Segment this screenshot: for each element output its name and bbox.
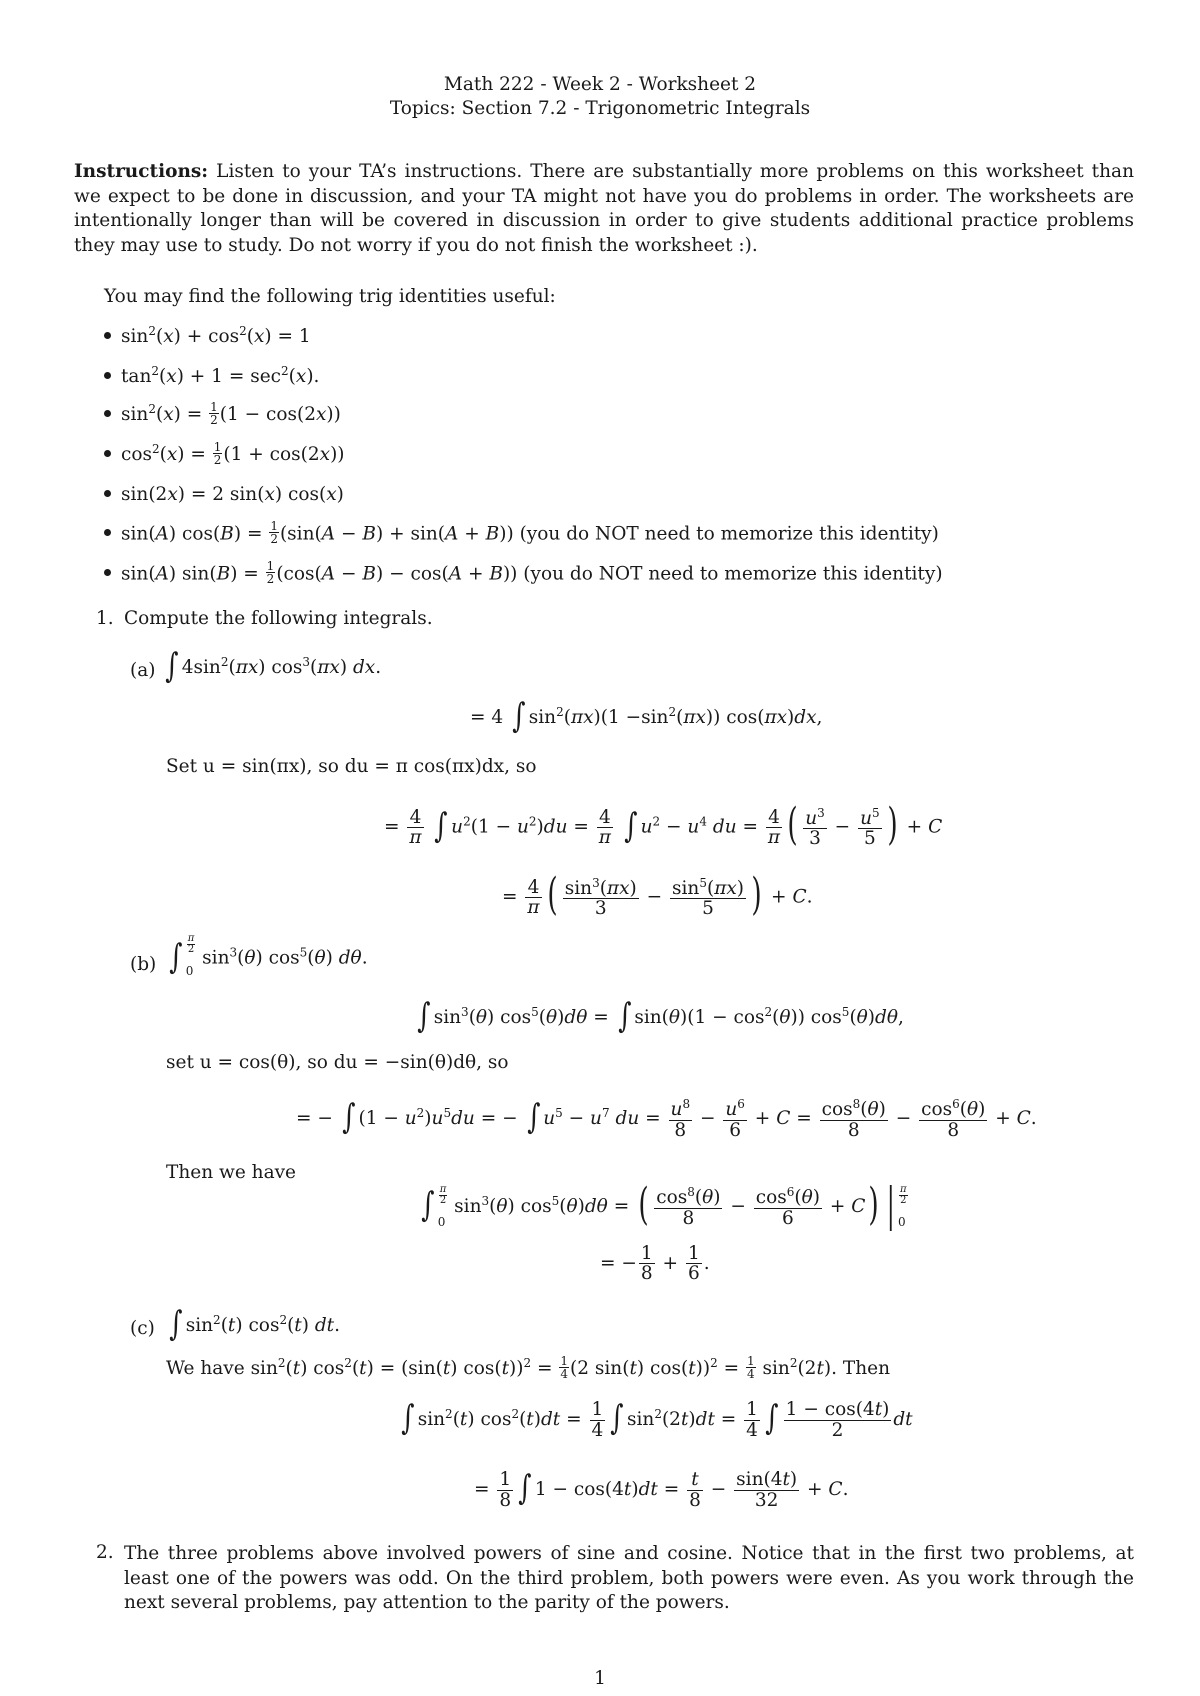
problem-2-text: The three problems above involved powers of sine and cosine. Notice that in the first two problems, at least one of the powers was odd. On the third problem, both powers were even. As you work through the next several problems, pay attention to the parity of the powers. [124, 1543, 1134, 1613]
integral-sign-icon: ∫ [169, 1304, 183, 1344]
problem-1b-label: (b) [130, 954, 157, 975]
problem-1b-step2: = − ∫ $(1 - u^2)u^5du$ = − ∫ $u^5 - u^7$ du = $\frac{u^8}{8}$ − $\frac{u^6}{6}$ + C = $\frac{\cos^8(\theta)}{8}$ − $\frac{\cos^6(\theta)}{8}$ + C. [296, 1097, 1037, 1141]
problem-1-prompt: Compute the following integrals. [124, 608, 433, 629]
bullet-icon [104, 372, 111, 379]
identity-double-angle: sin(2x) = 2 sin(x) cos(x) [104, 484, 344, 505]
integral-sign-icon: ∫ [341, 1097, 356, 1137]
problem-1b-then: Then we have [166, 1162, 297, 1183]
problem-1a-result: = $\frac{4}{\pi}$ ( $\frac{\sin^3(\pi x)}{3}$ − $\frac{\sin^5(\pi x)}{5}$ ) + C. [502, 869, 813, 920]
identity-note: (you do NOT need to memorize this identity) [523, 563, 943, 585]
problem-1b-substitution: set u = cos(θ), so du = −sin(θ)dθ, so [166, 1052, 509, 1073]
problem-1c-identity: We have $\sin^2(t) \cos^2(t) = (\sin(t) \cos(t))^2$ = $\frac{1}{4}$ (2 sin(t) cos(t))$^2$ = $\frac{1}{4}$ $\sin^2(2t)$. Then [166, 1353, 891, 1381]
problem-1a-step2: = $\frac{4}{\pi}$ ∫ $u^2(1 - u^2)du$ = $\frac{4}{\pi}$ ∫ $u^2 - u^4$ du = $\frac{4}{\pi}$ ( $\frac{u^3}{3}$ − $\frac{u^5}{5}$ ) + C [384, 799, 943, 850]
integral-sign-icon: ∫ [512, 696, 526, 736]
worksheet-subtitle: Topics: Section 7.2 - Trigonometric Integrals [389, 98, 811, 119]
identity-tangent: $\tan^2(x) + 1 = \sec^2(x)$. [104, 364, 319, 387]
instructions-text: Listen to your TA’s instructions. There are substantially more problems on this worksheet than we expect to be done in discussion, and your TA might not have you do problems in order. The worksheets are intentionally longer than will be covered in discussion in order to give students additional practice problems they may use to study. Do not worry if you do not finish the worksheet :). [74, 161, 1134, 256]
integral-sign-icon: ∫ [624, 805, 638, 846]
problem-1-number: 1. [96, 608, 114, 629]
integral-sign-icon: ∫ [165, 646, 179, 686]
bullet-icon [104, 410, 111, 417]
problem-1c-we-have: We have [166, 1358, 245, 1380]
problem-1c-step1: ∫ $\sin^2(t) \cos^2(t)dt$ = $\frac{1}{4}$ ∫ $\sin^2(2t)dt$ = $\frac{1}{4}$ ∫ $\frac{1 - \cos(4t)}{2}$ dt [401, 1398, 913, 1441]
integral-sign-icon: ∫ [417, 996, 431, 1036]
problem-1a-step1: = 4 ∫ $\sin^2(\pi x)(1 -\sin^2(\pi x))$ cos(πx)dx, [470, 696, 823, 736]
integral-sign-icon: ∫ [617, 996, 632, 1036]
bullet-icon [104, 490, 111, 497]
problem-1b-result: = − $\frac{1}{8}$ + $\frac{1}{6}$ . [600, 1243, 710, 1285]
problem-1b-step1: ∫ $\sin^3(\theta) \cos^5(\theta)d\theta$ = ∫ $\sin(\theta)(1 - \cos^2(\theta))$ $\cos^5(\theta)d\theta$, [417, 996, 904, 1036]
integral-sign-icon: ∫ [169, 936, 183, 977]
identity-sin-cos-product: sin(A) cos(B) = $\frac{1}{2}$ (sin(A − B) + sin(A + B)) (you do NOT need to memorize this identity) [104, 522, 939, 547]
integral-sign-icon: ∫ [518, 1468, 532, 1508]
identity-sin-sin-product: sin(A) sin(B) = $\frac{1}{2}$ (cos(A − B) − cos(A + B)) (you do NOT need to memorize this identity) [104, 562, 943, 587]
integral-sign-icon: ∫ [610, 1398, 624, 1438]
integral-sign-icon: ∫ [421, 1185, 435, 1225]
identities-intro: You may find the following trig identities useful: [104, 286, 556, 307]
page-number: 1 [594, 1668, 606, 1689]
instructions-label: Instructions: [74, 161, 209, 182]
problem-1a-label: (a) [130, 660, 156, 681]
problem-1a-integral: ∫ $4\sin^2(\pi x)$ $\cos^3(\pi x)$ dx. [165, 646, 382, 686]
problem-1b-evaluate: ∫ $\frac{\pi}{2}$ 0 $\sin^3(\theta) \cos^5(\theta)d\theta$ = ( $\frac{\cos^8(\theta)}{8}$ − $\frac{\cos^6(\theta)}{6}$ + C) | $\frac{\pi}{2}$ 0 [421, 1177, 907, 1231]
problem-1c-result: = $\frac{1}{8}$ ∫ 1 − cos(4t)dt = $\frac{t}{8}$ − $\frac{\sin(4t)}{32}$ + C. [474, 1468, 849, 1511]
identity-note: (you do NOT need to memorize this identity) [519, 523, 939, 545]
instructions-paragraph [74, 160, 1134, 258]
worksheet-title: Math 222 - Week 2 - Worksheet 2 [443, 74, 757, 95]
bullet-icon [104, 529, 111, 536]
integral-sign-icon: ∫ [401, 1398, 415, 1438]
integral-sign-icon: ∫ [765, 1398, 779, 1438]
problem-1b-integral: ∫ $\frac{\pi}{2}$ 0 $\sin^3(\theta)$ $\cos^5(\theta)$ dθ. [169, 933, 368, 978]
integral-sign-icon: ∫ [434, 805, 448, 846]
problem-1c-then: . Then [831, 1358, 891, 1380]
bullet-icon [104, 569, 111, 576]
problem-1c-label: (c) [130, 1318, 155, 1339]
problem-1a-substitution: Set u = sin(πx), so du = π cos(πx)dx, so [166, 756, 537, 777]
bullet-icon [104, 332, 111, 339]
identity-cos-squared: $\cos^2(x)$ = $\frac{1}{2}$ (1 + cos(2x)) [104, 442, 345, 468]
identity-pythagorean: $\sin^2(x) + \cos^2(x) = 1$ [104, 324, 311, 347]
bullet-icon [104, 450, 111, 457]
integral-sign-icon: ∫ [526, 1097, 541, 1137]
problem-1c-integral: ∫ $\sin^2(t)$ $\cos^2(t)$ dt. [169, 1304, 341, 1344]
problem-2-number: 2. [96, 1542, 114, 1563]
identity-sin-squared: $\sin^2(x)$ = $\frac{1}{2}$ (1 − cos(2x)) [104, 402, 341, 428]
